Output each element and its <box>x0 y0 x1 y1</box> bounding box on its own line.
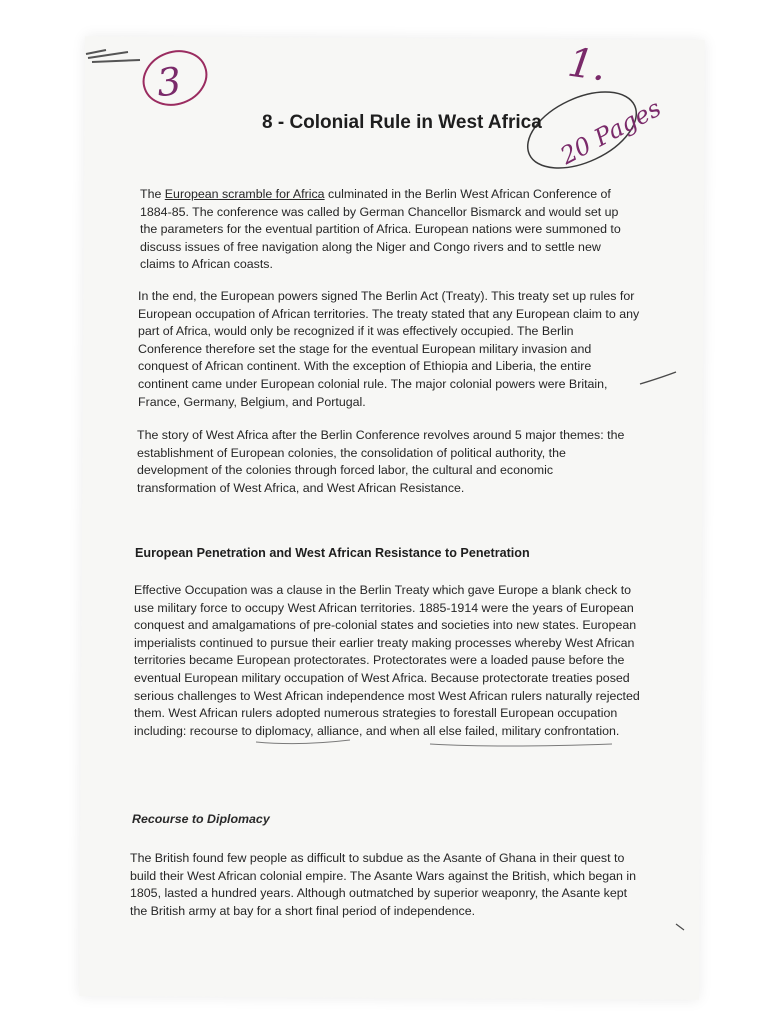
paragraph-effective-occupation: Effective Occupation was a clause in the Berlin Treaty which gave Europe a blank check to use military force to occupy West African territories. 1885-1914 were the years of European conquest and amalgamations of pre-colonial states and societies into new states. European imperialists continued to pursue their earlier treaty making processes whereby West African territories became European protectorates. Protectorates were a loaded pause before the eventual European military occupation of West Africa. Because protectorate treaties posed serious challenges to West African independence most West African rulers naturally rejected them. West African rulers adopted numerous strategies to forestall European occupation including: recourse to diplomacy, alliance, and when all else failed, military confrontation. <box>134 583 640 738</box>
paragraph-asante: The British found few people as difficult to subdue as the Asante of Ghana in their quest to build their West African colonial empire. The Asante Wars against the British, which began in 1805, lasted a hundred years. Although outmatched by superior weaponry, the Asante kept the British army at bay for a short final period of independence. <box>130 851 636 918</box>
paragraph-berlin-act: In the end, the European powers signed The Berlin Act (Treaty). This treaty set up rules for European occupation of African territories. The treaty stated that any European claim to any part of Africa, would only be recognized if it was effectively occupied. The Berlin Conference therefore set the stage for the eventual European military invasion and conquest of African continent. With the exception of Ethiopia and Liberia, the entire continent came under European colonial rule. The major colonial powers were Britain, France, Germany, Belgium, and Portugal. <box>138 289 640 409</box>
section-heading-penetration: European Penetration and West African Resistance to Penetration <box>135 546 530 560</box>
paragraph-themes: The story of West Africa after the Berlin Conference revolves around 5 major themes: the establishment of European colonies, the consolidation of political authority, the development of the colonies through forced labor, the cultural and economic transformation of West Africa, and West African Resistance. <box>137 428 625 495</box>
scramble-link[interactable]: European scramble for Africa <box>164 187 325 201</box>
handwritten-pages-note: 20 Pages <box>555 93 666 171</box>
paragraph-intro-lead: The <box>140 187 165 201</box>
paragraph-intro <box>140 186 630 274</box>
document-title: 8 - Colonial Rule in West Africa <box>262 112 542 133</box>
handwritten-circled-number: 3 <box>154 58 184 106</box>
section-heading-diplomacy: Recourse to Diplomacy <box>132 812 270 826</box>
paragraph-intro-rest: culminated in the Berlin West African Conference of 1884-85. The conference was called by German Chancellor Bismarck and would set up the parameters for the eventual partition of Africa. European nations were summoned to discuss issues of free navigation along the Niger and Congo rivers and to settle new claims to African coasts. <box>140 187 621 272</box>
handwritten-page-number: 1. <box>564 39 610 91</box>
